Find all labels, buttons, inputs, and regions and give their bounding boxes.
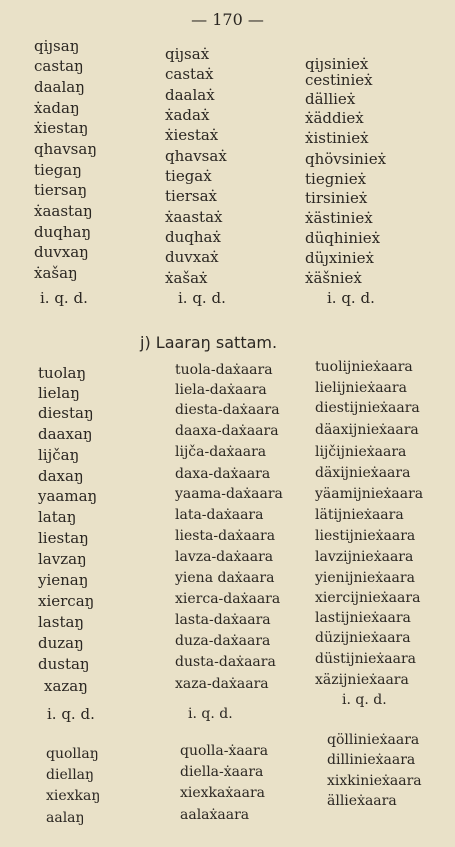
- word-col3: qhövsinieẋ: [305, 150, 387, 168]
- word-col3: lastijnieẋaara: [315, 610, 411, 626]
- word-col3: lavzijnieẋaara: [315, 549, 414, 565]
- word-col1: xiexkaŋ: [46, 788, 101, 804]
- iqd-col1: i. q. d.: [47, 705, 95, 723]
- word-col2: duqhaẋ: [165, 228, 221, 246]
- table-row: [0, 160, 455, 188]
- word-col1: castaŋ: [34, 57, 84, 75]
- word-col2: aalaẋaara: [180, 807, 250, 823]
- table-row: [0, 263, 455, 287]
- word-col2: ẋašaẋ: [165, 269, 208, 287]
- word-col3: lielijnieẋaara: [315, 380, 407, 396]
- table-row: [0, 288, 455, 309]
- word-col3: düȷxinieẋ: [305, 249, 374, 267]
- word-col2: ẋadaẋ: [165, 106, 210, 124]
- table-row: [0, 704, 455, 725]
- word-col1: aalaŋ: [46, 810, 85, 826]
- word-col3: cestinieẋ: [305, 71, 373, 89]
- table-row: [0, 118, 455, 147]
- word-col2: xaza-daẋaara: [175, 676, 269, 692]
- word-col1: diestaŋ: [38, 404, 94, 422]
- word-col2: duza-daẋaara: [175, 633, 271, 649]
- word-col1: ẋašaŋ: [34, 264, 78, 282]
- word-col3: xäzijnieẋaara: [315, 672, 409, 688]
- word-col3: düqhinieẋ: [305, 229, 381, 247]
- table-row: [0, 201, 455, 227]
- word-col1: lijčaŋ: [38, 446, 80, 464]
- word-col1: lielaŋ: [38, 384, 80, 402]
- word-col1: qiȷsaŋ: [34, 37, 80, 55]
- word-col3: däaxijnieẋaara: [315, 422, 419, 438]
- table-row: [0, 98, 455, 127]
- word-col3: yäamijnieẋaara: [315, 486, 424, 502]
- word-col3: dällieẋ: [305, 90, 356, 108]
- word-col3: dillinieẋaara: [327, 752, 416, 768]
- iqd-col2: i. q. d.: [188, 706, 233, 722]
- iqd-col3: i. q. d.: [342, 692, 387, 708]
- word-col1: duvxaŋ: [34, 243, 89, 261]
- table-row: [0, 242, 455, 267]
- table-row: [0, 549, 455, 570]
- word-col2: yiena daẋaara: [175, 570, 275, 586]
- word-col2: tiegaẋ: [165, 167, 212, 185]
- word-col3: tiegnieẋ: [305, 170, 367, 188]
- word-col2: ẋiestaẋ: [165, 126, 219, 144]
- word-col2: xiexkaẋaara: [180, 785, 266, 801]
- iqd-col3: i. q. d.: [327, 289, 375, 307]
- word-col3: qiȷsinieẋ: [305, 55, 369, 73]
- word-col2: qiȷsaẋ: [165, 45, 210, 63]
- word-col1: daaxaŋ: [38, 425, 93, 443]
- word-col2: lavza-daẋaara: [175, 549, 274, 565]
- table-row: [0, 222, 455, 247]
- word-col2: daaxa-daẋaara: [175, 423, 279, 439]
- word-col1: ẋiestaŋ: [34, 119, 89, 137]
- word-col2: quolla-ẋaara: [180, 743, 269, 759]
- word-col2: castaẋ: [165, 65, 214, 83]
- word-col2: tiersaẋ: [165, 187, 217, 205]
- word-col1: daalaŋ: [34, 78, 85, 96]
- word-col3: ẋäšnieẋ: [305, 269, 362, 287]
- word-col1: diellaŋ: [46, 767, 95, 783]
- word-col2: lata-daẋaara: [175, 507, 264, 523]
- section-heading: j) Laaraŋ sattam.: [140, 333, 278, 352]
- word-col1: liestaŋ: [38, 529, 89, 547]
- word-col1: daxaŋ: [38, 467, 84, 485]
- word-col2: daxa-daẋaara: [175, 466, 271, 482]
- word-col2: lasta-daẋaara: [175, 612, 271, 628]
- word-col2: diesta-daẋaara: [175, 402, 280, 418]
- word-col3: ẋäddieẋ: [305, 109, 364, 127]
- word-col1: lataŋ: [38, 508, 77, 526]
- table-row: [0, 507, 455, 528]
- word-col3: diestijnieẋaara: [315, 400, 420, 416]
- table-row: [0, 486, 455, 507]
- word-col3: lijčijnieẋaara: [315, 444, 407, 460]
- table-row: [0, 180, 455, 207]
- word-col3: ẋästinieẋ: [305, 209, 373, 227]
- word-col1: duqhaŋ: [34, 223, 92, 241]
- word-col1: xazaŋ: [44, 677, 88, 695]
- word-col2: liesta-daẋaara: [175, 528, 276, 544]
- word-col1: duzaŋ: [38, 634, 84, 652]
- word-col2: lijča-daẋaara: [175, 444, 267, 460]
- word-col3: liestijnieẋaara: [315, 528, 416, 544]
- word-col1: ẋadaŋ: [34, 99, 80, 117]
- word-col1: ẋaastaŋ: [34, 202, 93, 220]
- word-col3: düstijnieẋaara: [315, 651, 417, 667]
- word-col3: däxijnieẋaara: [315, 465, 411, 481]
- table-row: [0, 139, 455, 168]
- word-col2: tuola-daẋaara: [175, 362, 273, 378]
- word-col3: tirsinieẋ: [305, 189, 368, 207]
- iqd-col1: i. q. d.: [40, 289, 88, 307]
- word-col1: lavzaŋ: [38, 550, 87, 568]
- word-col2: qhavsaẋ: [165, 147, 227, 165]
- word-col3: xiercijnieẋaara: [315, 590, 421, 606]
- word-col3: ällieẋaara: [327, 793, 397, 809]
- word-col1: dustaŋ: [38, 655, 90, 673]
- table-row: [0, 528, 455, 549]
- word-col3: qöllinieẋaara: [327, 732, 420, 748]
- word-col2: ẋaastaẋ: [165, 208, 223, 226]
- word-col1: xiercaŋ: [38, 592, 95, 610]
- word-col1: tuolaŋ: [38, 364, 87, 382]
- word-col2: daalaẋ: [165, 86, 215, 104]
- word-col1: qhavsaŋ: [34, 140, 97, 158]
- page-number: — 170 —: [191, 10, 264, 29]
- word-col1: tiersaŋ: [34, 181, 88, 199]
- word-col2: yaama-daẋaara: [175, 486, 283, 502]
- iqd-col2: i. q. d.: [178, 289, 226, 307]
- word-col2: duvxaẋ: [165, 248, 219, 266]
- word-col2: diella-ẋaara: [180, 764, 264, 780]
- word-col1: yienaŋ: [38, 571, 89, 589]
- word-col3: yienijnieẋaara: [315, 570, 415, 586]
- word-col1: lastaŋ: [38, 613, 85, 631]
- word-col2: dusta-daẋaara: [175, 654, 276, 670]
- word-col2: liela-daẋaara: [175, 382, 267, 398]
- word-col3: ẋistinieẋ: [305, 129, 369, 147]
- word-col1: yaamaŋ: [38, 487, 98, 505]
- word-col3: lätijnieẋaara: [315, 507, 404, 523]
- word-col1: tiegaŋ: [34, 161, 82, 179]
- word-col2: xierca-daẋaara: [175, 591, 281, 607]
- word-col3: düzijnieẋaara: [315, 630, 411, 646]
- word-col3: tuolijnieẋaara: [315, 359, 413, 375]
- word-col3: xixkinieẋaara: [327, 773, 422, 789]
- word-col1: quollaŋ: [46, 746, 99, 762]
